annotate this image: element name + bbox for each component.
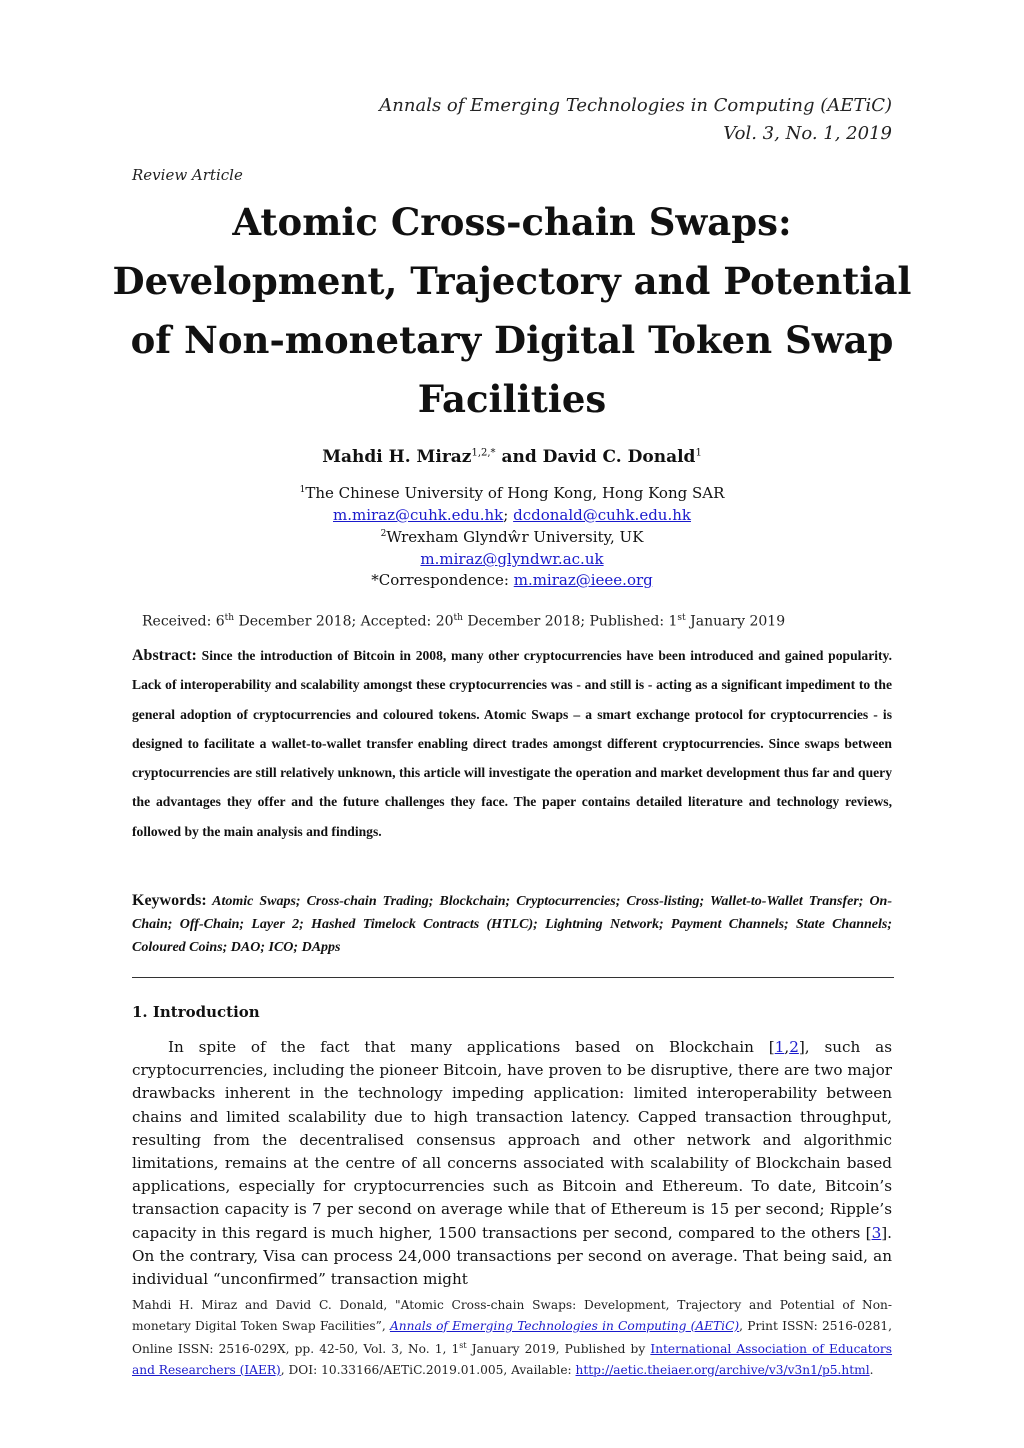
email-link[interactable]: dcdonald@cuhk.edu.hk <box>513 506 691 524</box>
author-name: David C. Donald <box>542 447 696 467</box>
title-line: of Non-monetary Digital Token Swap <box>130 318 894 362</box>
email-link[interactable]: m.miraz@cuhk.edu.hk <box>333 506 504 524</box>
footer-text: January 2019, Published by <box>466 1342 651 1357</box>
affiliation-mark: 1 <box>299 485 306 495</box>
keywords-text: Atomic Swaps; Cross-chain Trading; Blockchain; Cryptocurrencies; Cross-listing; Wallet-to-Wallet Transfer; On-Chain; Off-Chain; Layer 2; Hashed Timelock Contracts (HTLC); Lightning Network; Payment Channels; State Channels; Coloured Coins; DAO; ICO; DApps <box>132 894 892 955</box>
email-link[interactable]: m.miraz@ieee.org <box>513 571 653 589</box>
footer-sup: st <box>459 1341 467 1350</box>
journal-link[interactable]: Annals of Emerging Technologies in Computing (AETiC) <box>389 1318 740 1333</box>
abstract-text: Since the introduction of Bitcoin in 2008, many other cryptocurrencies have been introduced and gained popularity. Lack of interoperability and scalability amongst these cryptocurrencies was - and still is - acting as a significant impediment to the general adoption of cryptocurrencies and coloured tokens. Atomic Swaps – a smart exchange protocol for cryptocurrencies - is designed to facilitate a wallet-to-wallet transfer enabling direct trades amongst different cryptocurrencies. Since swaps between cryptocurrencies are still relatively unknown, this article will investigate the operation and market development thus far and query the advantages they offer and the future challenges they face. The paper contains detailed literature and technology reviews, followed by the main analysis and findings. <box>132 648 892 839</box>
journal-name: Annals of Emerging Technologies in Computing (AETiC) <box>379 95 892 116</box>
abstract <box>132 641 892 846</box>
date-text: Received: 6 <box>142 613 225 630</box>
correspondence-label: *Correspondence: <box>371 571 514 589</box>
keywords <box>132 889 892 959</box>
author-list <box>0 447 1024 467</box>
correspondence <box>0 571 1024 589</box>
footer-text: . <box>869 1362 874 1377</box>
citation-link[interactable]: 1 <box>774 1038 785 1056</box>
publication-dates <box>142 613 785 630</box>
separator: ; <box>503 506 514 524</box>
citation-link[interactable]: 2 <box>789 1038 799 1056</box>
author-name: Mahdi H. Miraz <box>322 447 472 467</box>
publisher-link[interactable]: International Association of Educators and Researchers (IAER) <box>132 1342 893 1377</box>
affiliation-2 <box>0 528 1024 546</box>
paper-title <box>110 193 914 429</box>
affiliation-2-email <box>0 550 1024 568</box>
affiliation-text: The Chinese University of Hong Kong, Hong Kong SAR <box>305 484 725 502</box>
date-text: December 2018; Published: 1 <box>462 613 678 630</box>
abstract-label: Abstract: <box>132 647 197 664</box>
section-heading: 1. Introduction <box>132 1003 260 1021</box>
date-sup: st <box>677 613 686 623</box>
author-affiliation-mark: 1 <box>695 447 702 459</box>
article-type: Review Article <box>132 166 243 184</box>
citation-link[interactable]: 3 <box>871 1223 882 1242</box>
date-text: January 2019 <box>685 613 786 630</box>
title-line: Atomic Cross-chain Swaps: <box>232 200 792 244</box>
date-sup: th <box>453 613 463 623</box>
author-conjunction: and <box>495 447 543 467</box>
affiliation-1-emails <box>0 506 1024 524</box>
article-url-link[interactable]: http://aetic.theiaer.org/archive/v3/v3n1/p5.html <box>575 1362 870 1377</box>
affiliation-text: Wrexham Glyndŵr University, UK <box>386 528 644 546</box>
introduction-paragraph <box>132 1036 892 1291</box>
footer-text: Mahdi H. Miraz and David C. Donald, "Atomic Cross-chain Swaps: Development, Trajectory and Potential of Non-monetary Digital Token Swap Facilities”, <box>132 1298 892 1333</box>
author-affiliation-mark: 1,2,* <box>471 447 496 459</box>
paragraph-text: ]. On the contrary, Visa can process 24,000 transactions per second on average. That being said, an individual “unconfirmed” transaction might <box>132 1223 892 1289</box>
keywords-label: Keywords: <box>132 892 207 909</box>
date-sup: th <box>224 613 235 623</box>
paragraph-text: ], such as cryptocurrencies, including the pioneer Bitcoin, have proven to be disruptive, there are two major drawbacks inherent in the technology impeding application: limited interoperability between chains and limited scalability due to high transaction latency. Capped transaction throughput, resulting from the decentralised consensus approach and other network and algorithmic limitations, remains at the centre of all concerns associated with scalability of Blockchain based applications, especially for cryptocurrencies such as Bitcoin and Ethereum. To date, Bitcoin’s transaction capacity is 7 per second on average while that of Ethereum is 15 per second; Ripple’s capacity in this regard is much higher, 1500 transactions per second, compared to the others [ <box>132 1038 892 1242</box>
title-line: Development, Trajectory and Potential <box>112 259 912 303</box>
email-link[interactable]: m.miraz@glyndwr.ac.uk <box>420 550 604 568</box>
section-divider <box>132 977 894 978</box>
journal-volume: Vol. 3, No. 1, 2019 <box>723 123 892 144</box>
paragraph-text: In spite of the fact that many applications based on Blockchain [ <box>168 1038 775 1056</box>
journal-header <box>379 92 892 148</box>
title-line: Facilities <box>417 377 607 421</box>
affiliation-1 <box>0 484 1024 502</box>
footer-text: , Print ISSN: 2516-0281, Online ISSN: 2516-029X, pp. 42-50, Vol. 3, No. 1, 1 <box>132 1318 893 1357</box>
affiliation-mark: 2 <box>380 529 387 539</box>
footer-text: , DOI: 10.33166/AETiC.2019.01.005, Available: <box>280 1362 576 1377</box>
citation-footer <box>132 1295 892 1380</box>
date-text: December 2018; Accepted: 20 <box>234 613 454 630</box>
citation-separator: , <box>784 1038 790 1056</box>
